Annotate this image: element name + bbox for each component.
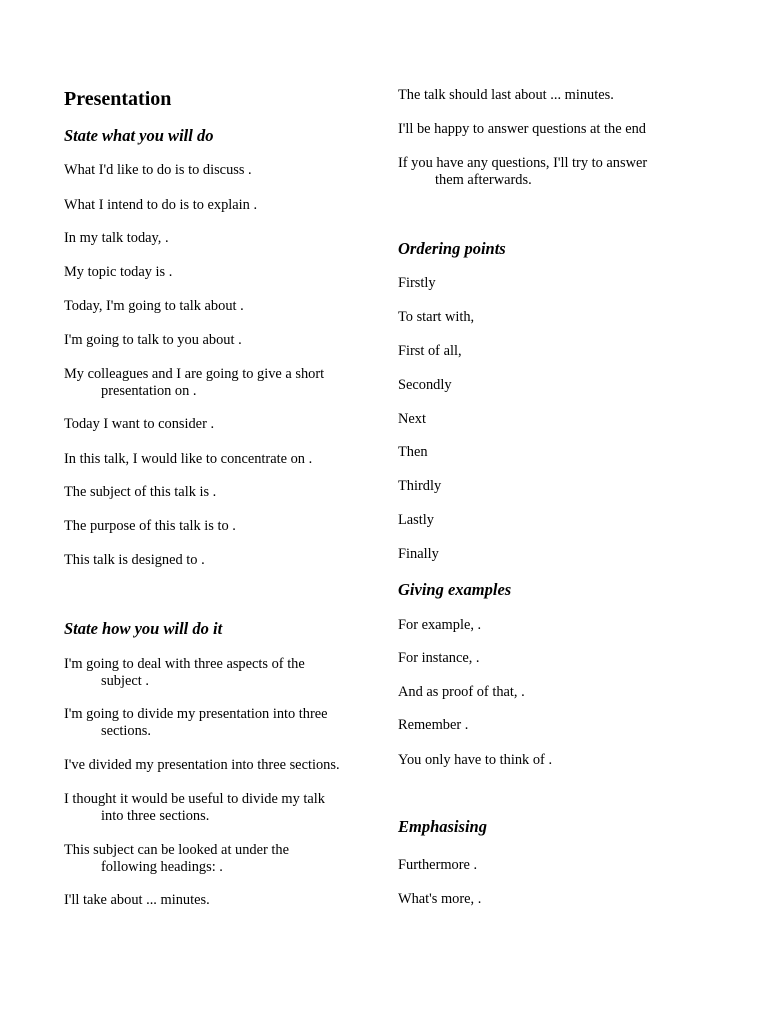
phrase-item: You only have to think of .: [398, 752, 553, 768]
phrase-item: In this talk, I would like to concentrate on .: [64, 451, 313, 467]
page-title: Presentation: [64, 88, 172, 110]
phrase-item: I'm going to deal with three aspects of the: [64, 656, 305, 672]
phrase-item: This subject can be looked at under the: [64, 842, 289, 858]
phrase-item-continuation: following headings: .: [101, 859, 223, 875]
phrase-item: Today, I'm going to talk about .: [64, 298, 244, 314]
phrase-item: What I'd like to do is to discuss .: [64, 162, 252, 178]
phrase-item: I'll be happy to answer questions at the end: [398, 121, 646, 137]
phrase-item: The purpose of this talk is to .: [64, 518, 236, 534]
phrase-item: For instance, .: [398, 650, 480, 666]
phrase-item: Thirdly: [398, 478, 442, 494]
phrase-item: If you have any questions, I'll try to answer: [398, 155, 648, 171]
phrase-item: The subject of this talk is .: [64, 484, 217, 500]
section-heading-state-how: State how you will do it: [64, 619, 223, 638]
phrase-item: My colleagues and I are going to give a short: [64, 366, 325, 382]
phrase-item: I've divided my presentation into three sections.: [64, 757, 340, 773]
phrase-item: Firstly: [398, 275, 436, 291]
phrase-item: To start with,: [398, 309, 475, 325]
phrase-item: I'm going to divide my presentation into three: [64, 706, 328, 722]
phrase-item-continuation: subject .: [101, 673, 149, 689]
phrase-item: First of all,: [398, 343, 462, 359]
section-heading-giving-examples: Giving examples: [398, 580, 512, 599]
phrase-item: I'll take about ... minutes.: [64, 892, 210, 908]
phrase-item: What's more, .: [398, 891, 482, 907]
phrase-item: For example, .: [398, 617, 482, 633]
phrase-item: The talk should last about ... minutes.: [398, 87, 614, 103]
phrase-item: Then: [398, 444, 428, 460]
phrase-item: Lastly: [398, 512, 434, 528]
phrase-item: What I intend to do is to explain .: [64, 197, 258, 213]
section-heading-ordering-points: Ordering points: [398, 239, 506, 258]
phrase-item: Remember .: [398, 717, 469, 733]
phrase-item: My topic today is .: [64, 264, 173, 280]
phrase-item: Next: [398, 411, 426, 427]
phrase-item: Today I want to consider .: [64, 416, 215, 432]
phrase-item: Furthermore .: [398, 857, 478, 873]
phrase-item-continuation: into three sections.: [101, 808, 210, 824]
phrase-item: And as proof of that, .: [398, 684, 525, 700]
phrase-item: Finally: [398, 546, 439, 562]
section-heading-state-what: State what you will do: [64, 126, 214, 145]
section-heading-emphasising: Emphasising: [398, 817, 487, 836]
phrase-item: I thought it would be useful to divide my talk: [64, 791, 325, 807]
phrase-item-continuation: sections.: [101, 723, 151, 739]
phrase-item-continuation: presentation on .: [101, 383, 197, 399]
phrase-item-continuation: them afterwards.: [435, 172, 532, 188]
phrase-item: I'm going to talk to you about .: [64, 332, 242, 348]
phrase-item: Secondly: [398, 377, 452, 393]
phrase-item: In my talk today, .: [64, 230, 169, 246]
phrase-item: This talk is designed to .: [64, 552, 205, 568]
